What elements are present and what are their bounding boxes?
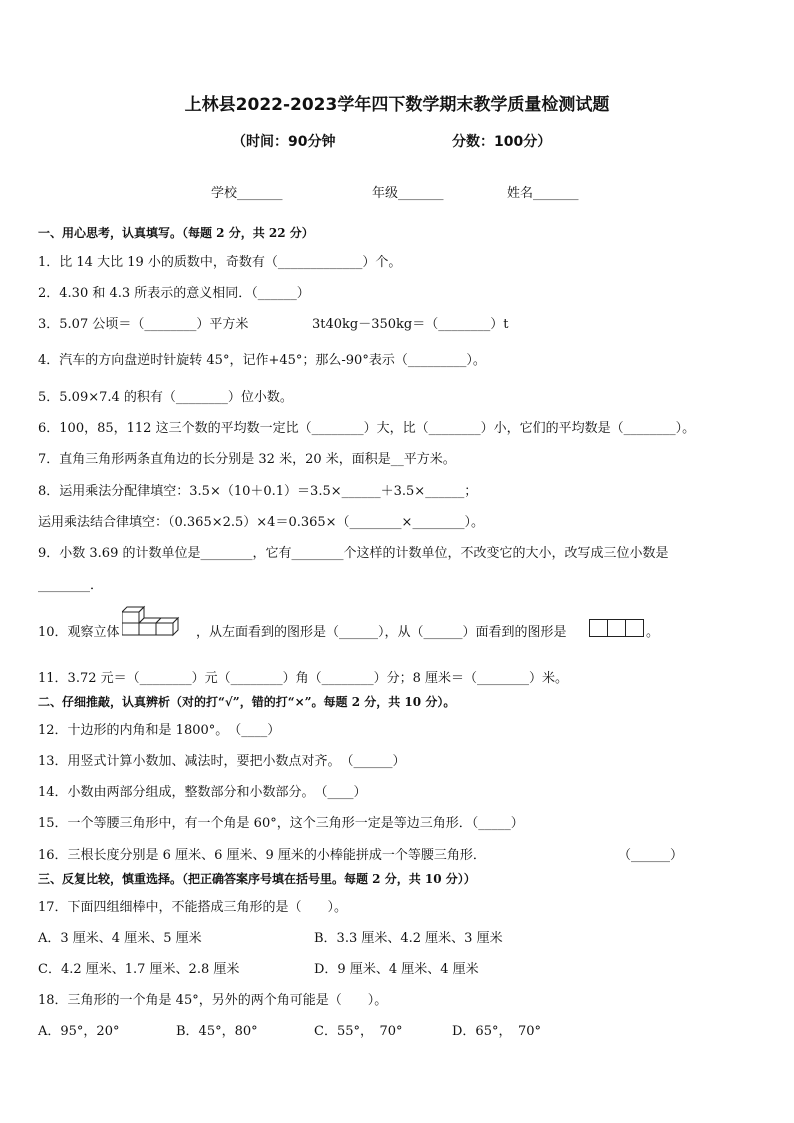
question-17-option-a: A．3 厘米、4 厘米、5 厘米 — [38, 931, 202, 946]
school-field[interactable]: 学校_______ — [211, 186, 283, 201]
question-15: 15．一个等腰三角形中，有一个角是 60°，这个三角形一定是等边三角形．（_____） — [38, 816, 524, 831]
question-3-part-a: 3．5.07 公顷＝（________）平方米 — [38, 317, 249, 332]
section-2-heading: 二、仔细推敲，认真辨析（对的打“√”，错的打“×”。每题 2 分，共 10 分）。 — [38, 695, 456, 709]
question-17: 17．下面四组细棒中，不能搭成三角形的是（ ）。 — [38, 900, 348, 915]
question-5: 5．5.09×7.4 的积有（________）位小数。 — [38, 390, 293, 405]
question-9-line-2: ________． — [38, 578, 104, 593]
name-field[interactable]: 姓名_______ — [507, 186, 579, 201]
question-9-line-1: 9．小数 3.69 的计数单位是________，它有________个这样的计数单位，不改变它的大小，改写成三位小数是 — [38, 546, 669, 561]
question-6: 6．100，85，112 这三个数的平均数一定比（________）大，比（________）小，它们的平均数是（________）。 — [38, 421, 696, 436]
question-8-part-a: 8．运用乘法分配律填空：3.5×（10＋0.1）＝3.5×______＋3.5×______； — [38, 484, 478, 499]
question-13: 13．用竖式计算小数加、减法时，要把小数点对齐。 （______） — [38, 754, 406, 769]
question-8-part-b: 运用乘法结合律填空：（0.365×2.5）×4＝0.365×（________×________）。 — [38, 515, 484, 530]
question-17-option-c: C．4.2 厘米、1.7 厘米、2.8 厘米 — [38, 962, 240, 977]
question-14: 14．小数由两部分组成，整数部分和小数部分。 （____） — [38, 785, 367, 800]
question-17-option-b: B．3.3 厘米、4.2 厘米、3 厘米 — [314, 931, 503, 946]
question-11: 11．3.72 元＝（________）元（________）角（________）分；8 厘米＝（________）米。 — [38, 671, 569, 686]
question-18-option-d: D．65°， 70° — [452, 1024, 542, 1039]
question-18-option-a: A．95°，20° — [38, 1024, 120, 1039]
exam-time: （时间：90分钟 — [232, 134, 336, 150]
question-3-part-b: 3t40kg－350kg＝（________）t — [312, 317, 509, 332]
grade-field[interactable]: 年级_______ — [372, 186, 444, 201]
question-10-lead: 10．观察立体 — [38, 625, 120, 640]
cube-solid-figure — [122, 601, 192, 637]
question-7: 7．直角三角形两条直角边的长分别是 32 米，20 米，面积是__平方米。 — [38, 452, 456, 467]
question-10-end: 。 — [646, 625, 660, 640]
section-3-heading: 三、反复比较，慎重选择。（把正确答案序号填在括号里。每题 2 分，共 10 分）） — [38, 872, 476, 886]
question-16: 16．三根长度分别是 6 厘米、6 厘米、9 厘米的小棒能拼成一个等腰三角形． — [38, 848, 486, 863]
page-title: 上林县2022-2023学年四下数学期末教学质量检测试题 — [184, 95, 610, 115]
question-12: 12．十边形的内角和是 1800°。 （____） — [38, 723, 281, 738]
question-16-answer: （______） — [618, 848, 684, 863]
question-18-option-b: B．45°，80° — [176, 1024, 258, 1039]
question-10-body: ，从左面看到的图形是（______），从（______）面看到的图形是 — [196, 625, 567, 640]
three-square-view-figure — [589, 619, 644, 637]
question-17-option-d: D．9 厘米、4 厘米、4 厘米 — [314, 962, 479, 977]
question-18-option-c: C．55°， 70° — [314, 1024, 403, 1039]
exam-score: 分数：100分） — [452, 134, 552, 150]
question-4: 4．汽车的方向盘逆时针旋转 45°，记作+45°；那么-90°表示（_________）。 — [38, 353, 486, 368]
section-1-heading: 一、用心思考，认真填写。（每题 2 分，共 22 分） — [38, 226, 314, 240]
question-1: 1．比 14 大比 19 小的质数中，奇数有（_____________）个。 — [38, 255, 402, 270]
question-18: 18．三角形的一个角是 45°，另外的两个角可能是（ ）。 — [38, 993, 388, 1008]
question-2: 2．4.30 和 4.3 所表示的意义相同．（______） — [38, 286, 310, 301]
